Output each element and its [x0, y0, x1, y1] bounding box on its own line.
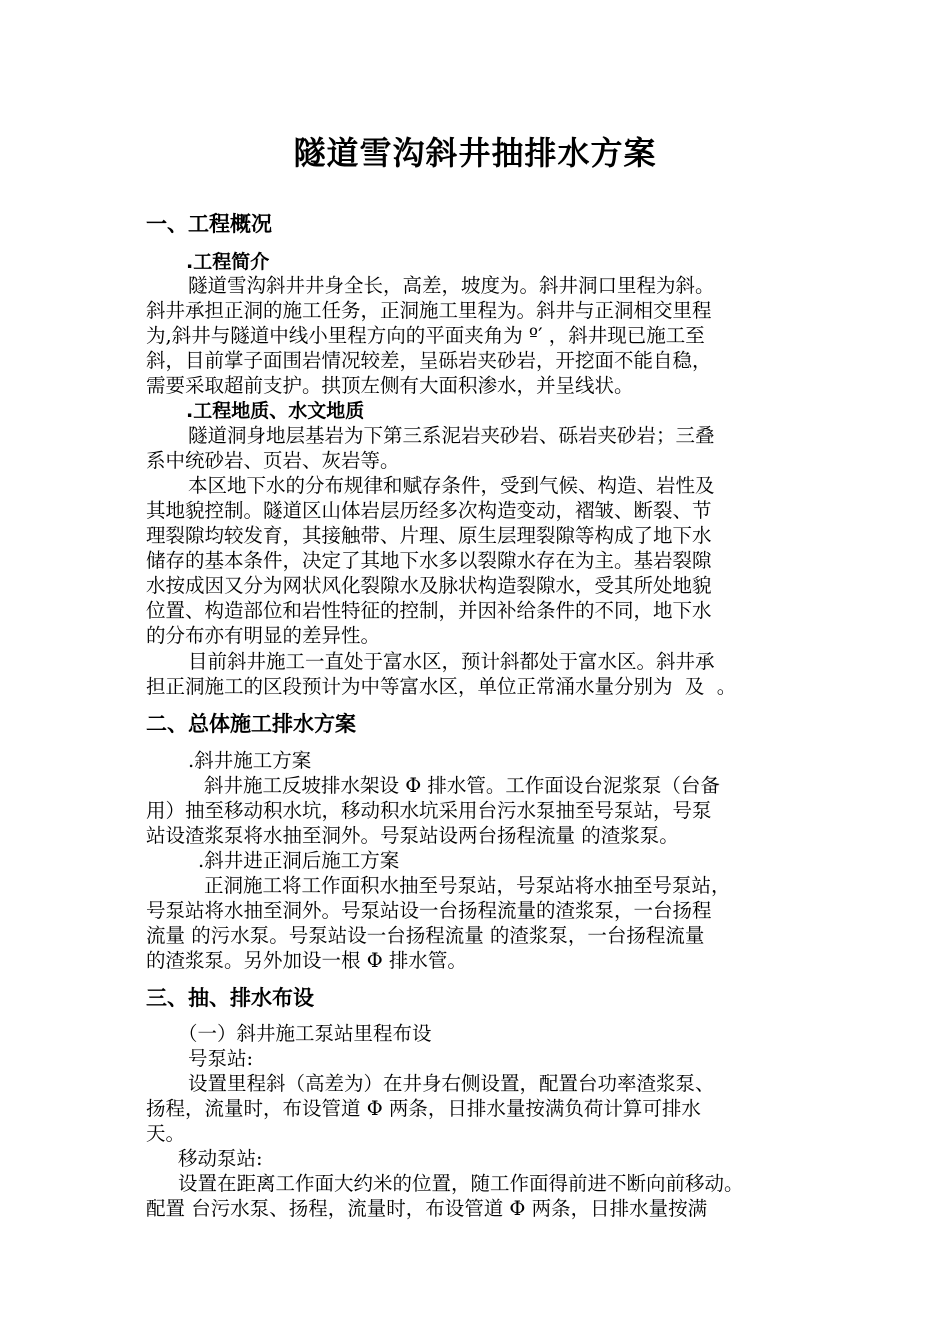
pump-station-1-label: 号泵站: — [188, 1047, 254, 1070]
paragraph-line: 隧道洞身地层基岩为下第三系泥岩夹砂岩、砾岩夹砂岩；三叠 — [188, 424, 715, 447]
paragraph-line: 天。 — [146, 1122, 186, 1145]
paragraph-line: 目前斜井施工一直处于富水区，预计斜都处于富水区。斜井承 — [188, 650, 715, 673]
paragraph-line: 用）抽至移动积水坑，移动积水坑采用台污水泵抽至号泵站，号泵 — [146, 799, 712, 822]
section-2-2-heading: .斜井进正洞后施工方案 — [198, 849, 400, 872]
paragraph-line: 其地貌控制。隧道区山体岩层历经多次构造变动，褶皱、断裂、节 — [146, 499, 712, 522]
section-1-heading: 一、工程概况 — [146, 212, 272, 236]
section-3-heading: 三、抽、排水布设 — [146, 986, 314, 1010]
paragraph-line: 斜井承担正洞的施工任务，正洞施工里程为。斜井与正洞相交里程 — [146, 299, 712, 322]
paragraph-line: 配置 台污水泵、扬程，流量时，布设管道 Φ 两条，日排水量按满 — [146, 1197, 708, 1220]
paragraph-line: 系中统砂岩、页岩、灰岩等。 — [146, 449, 400, 472]
pump-station-2-label: 移动泵站: — [178, 1147, 263, 1170]
paragraph-line: 隧道雪沟斜井井身全长，高差，坡度为。斜井洞口里程为斜。 — [188, 274, 715, 297]
paragraph-line: 设置在距离工作面大约米的位置，随工作面得前进不断向前移动。 — [178, 1172, 744, 1195]
section-1-2-heading: .工程地质、水文地质 — [186, 400, 365, 422]
paragraph-line: 扬程，流量时，布设管道 Φ 两条，日排水量按满负荷计算可排水 — [146, 1097, 701, 1120]
paragraph-line: 储存的基本条件，决定了其地下水多以裂隙水存在为主。基岩裂隙 — [146, 549, 712, 572]
paragraph-line: 站设渣浆泵将水抽至洞外。号泵站设两台扬程流量 的渣浆泵。 — [146, 824, 679, 847]
paragraph-line: 设置里程斜（高差为）在井身右侧设置，配置台功率渣浆泵、 — [188, 1072, 715, 1095]
paragraph-line: 位置、构造部位和岩性特征的控制，并因补给条件的不同，地下水 — [146, 599, 712, 622]
section-1-1-heading: .工程简介 — [186, 251, 270, 273]
paragraph-line: 的渣浆泵。另外加设一根 Φ 排水管。 — [146, 949, 467, 972]
paragraph-line: 号泵站将水抽至洞外。号泵站设一台扬程流量的渣浆泵，一台扬程 — [146, 899, 712, 922]
paragraph-line: 的分布亦有明显的差异性。 — [146, 624, 381, 647]
paragraph-line: 水按成因又分为网状风化裂隙水及脉状构造裂隙水，受其所处地貌 — [146, 574, 712, 597]
paragraph-line: 斜，目前掌子面围岩情况较差，呈砾岩夹砂岩，开挖面不能自稳， — [146, 349, 712, 372]
section-2-heading: 二、总体施工排水方案 — [146, 712, 356, 736]
section-3-1-heading: （一）斜井施工泵站里程布设 — [178, 1022, 432, 1045]
paragraph-line: 为,斜井与隧道中线小里程方向的平面夹角为 º′ ，斜井现已施工至 — [146, 324, 705, 347]
paragraph-line: 本区地下水的分布规律和赋存条件，受到气候、构造、岩性及 — [188, 474, 715, 497]
paragraph-line: 担正洞施工的区段预计为中等富水区，单位正常涌水量分别为 及 。 — [146, 675, 737, 698]
document-title: 隧道雪沟斜井抽排水方案 — [293, 134, 657, 172]
paragraph-line: 流量 的污水泵。号泵站设一台扬程流量 的渣浆泵，一台扬程流量 — [146, 924, 705, 947]
paragraph-line: 正洞施工将工作面积水抽至号泵站，号泵站将水抽至号泵站， — [204, 874, 731, 897]
section-2-1-heading: .斜井施工方案 — [188, 749, 312, 772]
paragraph-line: 理裂隙均较发育，其接触带、片理、原生层理裂隙等构成了地下水 — [146, 524, 712, 547]
paragraph-line: 斜井施工反坡排水架设 Φ 排水管。工作面设台泥浆泵（台备 — [204, 774, 720, 797]
paragraph-line: 需要采取超前支护。拱顶左侧有大面积渗水，并呈线状。 — [146, 374, 634, 397]
